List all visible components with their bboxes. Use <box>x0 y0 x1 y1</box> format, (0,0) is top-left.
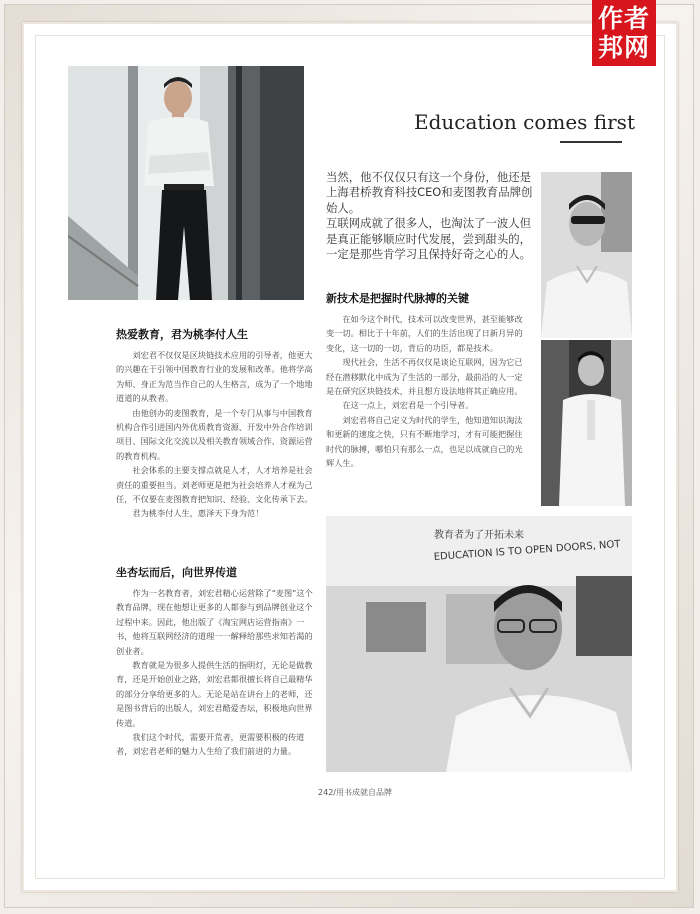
heading-rule <box>560 141 622 143</box>
body-paragraph: 由他创办的麦图教育，是一个专门从事与中国教育机构合作引进国内外优质教育资源、开发中外合作培训项目、国际文化交流以及相关教育领域合作、资源运营的教育机构。 <box>116 407 313 461</box>
body-paragraph: 在如今这个时代，技术可以改变世界，甚至能够改变一切。相比于十年前，人们的生活出现了日新月异的变化，这一切的一切，背后的功臣，都是技术。 <box>326 314 523 353</box>
body-paragraph: 我们这个时代，需要开荒者，更需要积极的传道者，刘宏君老师的魅力人生给了我们前进的力量。 <box>116 732 305 757</box>
body-paragraph: 现代社会，生活不再仅仅是谈论互联网，因为它已经在潜移默化中成为了生活的一部分，最前沿的人一定是在研究区块链技术，并且想方设法地将其正确应用。 <box>326 357 523 397</box>
portrait-photo-glasses <box>326 516 632 772</box>
portrait-photo-sunglasses <box>541 172 632 338</box>
body-paragraph: 社会体系的主要支撑点就是人才，人才培养是社会责任的重要担当。刘老师更是把为社会培养人才视为己任，不仅要在麦图教育把知识、经验、文化传承下去。 <box>116 465 313 505</box>
logo-line-2: 邦网 <box>597 33 650 62</box>
photo-sign-en: EDUCATION IS TO OPEN DOORS, NOT <box>433 538 621 563</box>
page-footer: 242/用书成就自品牌 <box>318 788 392 797</box>
section-title-tech: 新技术是把握时代脉搏的关键 <box>326 292 469 305</box>
intro-paragraph: 互联网成就了很多人，也淘汰了一波人但是真正能够顺应时代发展，尝到甜头的，一定是那些肯学习且保持好奇之心的人。 <box>326 216 532 262</box>
section-title-world: 坐杏坛而后，向世界传道 <box>116 566 237 579</box>
intro-paragraph: 当然，他不仅仅只有这一个身份，他还是上海君桥教育科技CEO和麦图教育品牌创始人。 <box>326 170 533 215</box>
body-paragraph: 刘宏君将自己定义为时代的学生，他知道知识淘汰和更新的速度之快，只有不断地学习，才有可能把握住时代的脉搏，哪怕只有那么一点，也足以成就自己的光辉人生。 <box>326 414 523 469</box>
section-body-world <box>116 586 316 759</box>
body-paragraph: 刘宏君不仅仅是区块链技术应用的引导者，他更大的兴趣在于引领中国教育行业的发展和改革。他将学高为师、身正为范当作自己的人生格言，成为了一个地地道道的从教者。 <box>116 350 313 404</box>
photo-sign-cn: 教育者为了开拓未来 <box>434 530 524 541</box>
page-heading: Education comes first <box>414 110 635 134</box>
body-paragraph: 作为一名教育者，刘宏君精心运营除了“麦图”这个教育品牌，现在他想让更多的人都参与到品牌创业这个过程中来。因此，他出版了《淘宝网店运营指南》一书，他将互联网经济的道理一一解释给那些求知若渴的创业者。 <box>116 588 313 656</box>
portrait-glasses-image <box>326 516 632 772</box>
portrait-photo-standing <box>541 340 632 506</box>
logo-line-1: 作者 <box>597 4 650 33</box>
body-paragraph: 君为桃李付人生，惠泽天下身为范！ <box>132 508 264 519</box>
body-paragraph: 教育就是为很多人提供生活的指明灯，无论是做教育，还是开始创业之路，刘宏君都很擅长将自己最精华的部分分享给更多的人。无论是站在讲台上的老师，还是图书背后的出版人，刘宏君酷爱杏坛，积极地向世界传道。 <box>116 660 313 728</box>
portrait-sunglasses-image <box>541 172 632 338</box>
site-logo[interactable] <box>592 0 656 66</box>
portrait-standing-image <box>541 340 632 506</box>
portrait-crossed-arms-image <box>68 66 304 300</box>
section-body-tech <box>326 312 530 470</box>
section-body-education <box>116 348 316 521</box>
body-paragraph: 在这一点上，刘宏君是一个引导者。 <box>342 400 474 411</box>
section-title-education: 热爱教育，君为桃李付人生 <box>116 328 248 341</box>
intro-text <box>326 170 536 262</box>
portrait-photo-crossed-arms <box>68 66 304 300</box>
